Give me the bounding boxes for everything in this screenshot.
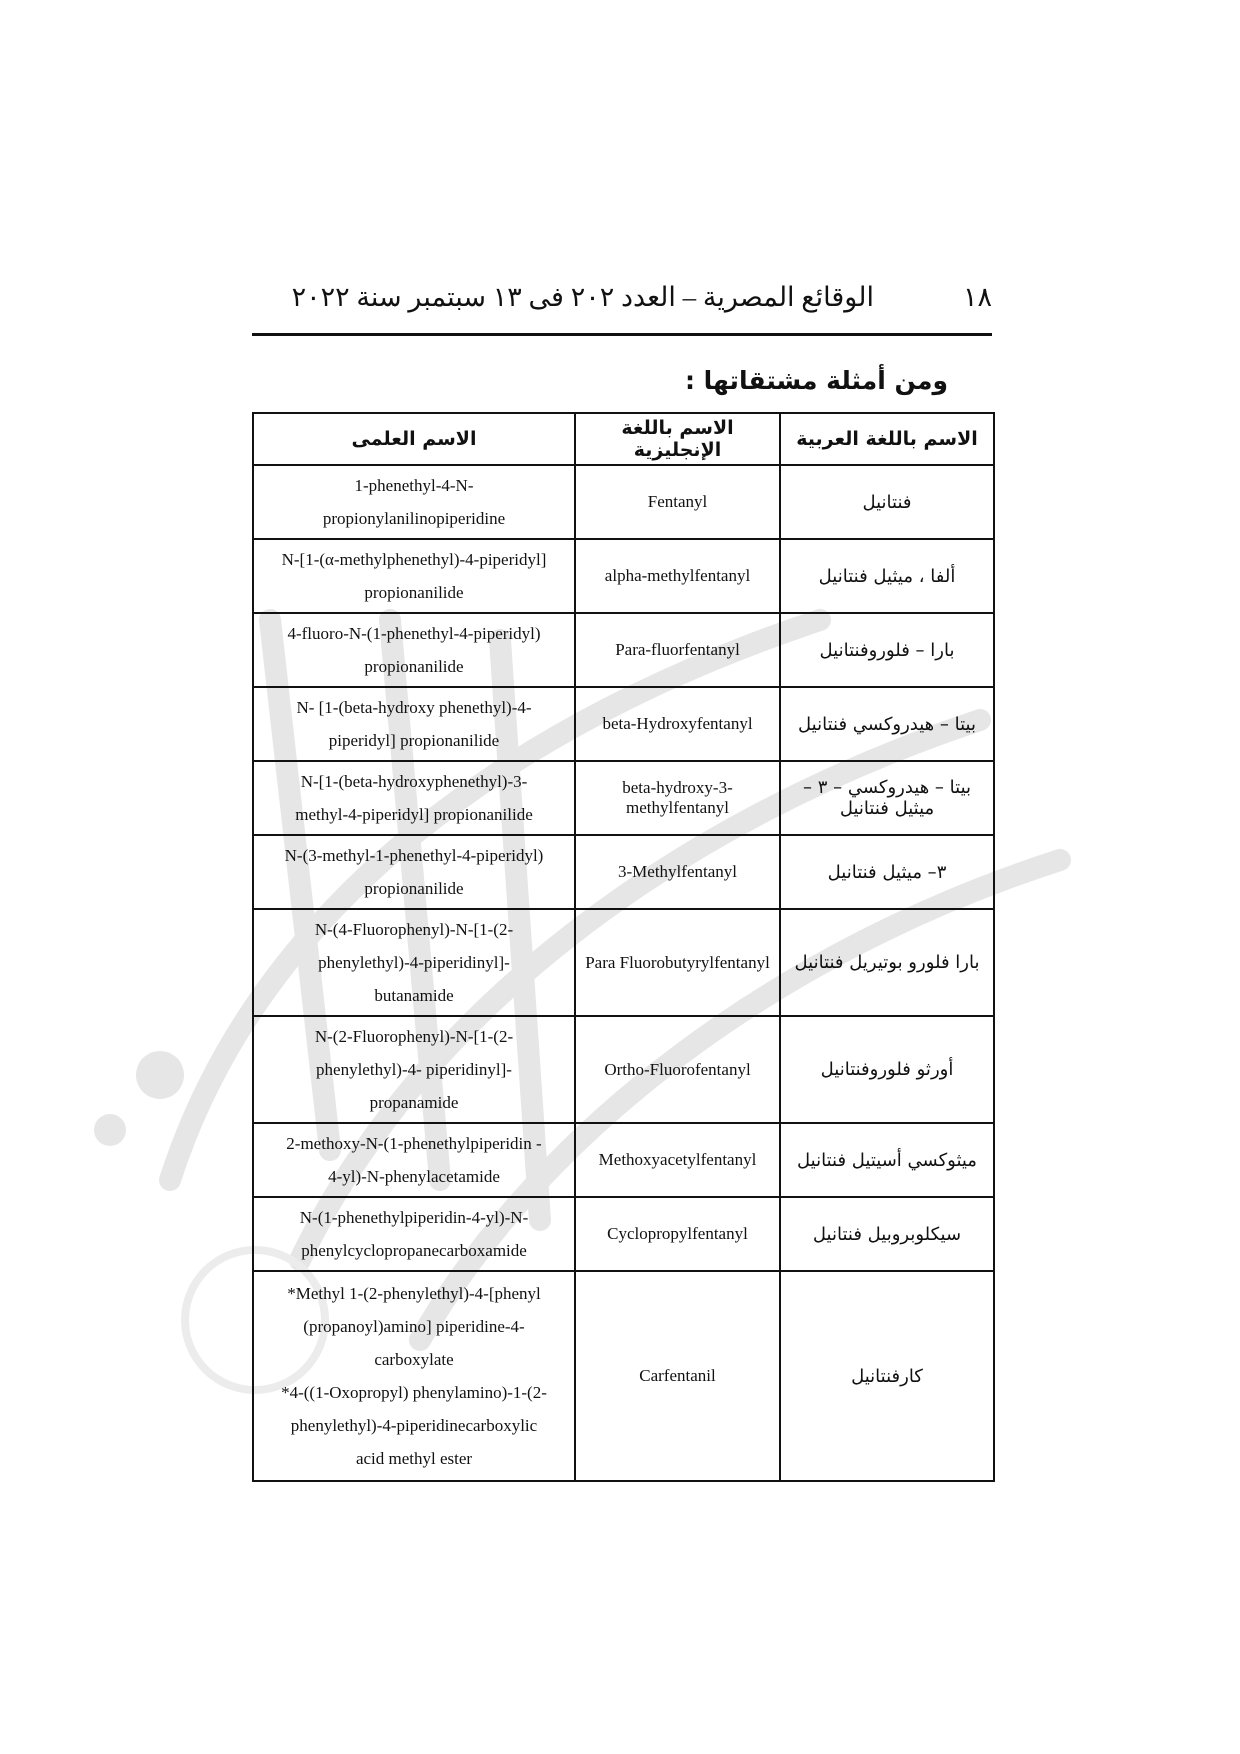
table-row (253, 613, 994, 687)
scientific-name-line: propionanilide (364, 657, 464, 676)
table-row (253, 1271, 994, 1481)
cell-arabic-name: بارا – فلوروفنتانيل (780, 613, 994, 687)
cell-scientific-name (253, 835, 575, 909)
scientific-name-line: N-[1-(beta-hydroxyphenethyl)-3- (300, 772, 528, 791)
table-row (253, 1123, 994, 1197)
cell-scientific-name (253, 1016, 575, 1123)
cell-arabic-name: كارفنتانيل (780, 1271, 994, 1481)
scientific-name-line: 4-fluoro-N-(1-phenethyl-4-piperidyl) (287, 624, 541, 643)
cell-english-name: Carfentanil (575, 1271, 780, 1481)
scientific-name-line: carboxylate (374, 1350, 454, 1369)
cell-scientific-name (253, 1197, 575, 1271)
cell-arabic-name: بيتا – هيدروكسي فنتانيل (780, 687, 994, 761)
scientific-name-line: 4-yl)-N-phenylacetamide (328, 1167, 500, 1186)
scientific-name-line: piperidyl] propionanilide (328, 731, 500, 750)
cell-english-name: 3-Methylfentanyl (575, 835, 780, 909)
scientific-name-line: N-(2-Fluorophenyl)-N-[1-(2- (314, 1027, 514, 1046)
scientific-name-line: *4-((1-Oxopropyl) phenylamino)-1-(2- (281, 1383, 547, 1402)
header-scientific-name: الاسم العلمى (253, 413, 575, 465)
table-row (253, 539, 994, 613)
header-english-name: الاسم باللغة الإنجليزية (575, 413, 780, 465)
scientific-name-line: propionanilide (364, 583, 464, 602)
scientific-name-line: acid methyl ester (355, 1449, 473, 1468)
cell-scientific-name (253, 465, 575, 539)
scientific-name-line: 2-methoxy-N-(1-phenethylpiperidin - (286, 1134, 542, 1153)
cell-arabic-name: فنتانيل (780, 465, 994, 539)
cell-english-name: Para Fluorobutyrylfentanyl (575, 909, 780, 1016)
table-row (253, 1016, 994, 1123)
scientific-name-line: N-[1-(α-methylphenethyl)-4-piperidyl] (281, 550, 547, 569)
header-arabic-name: الاسم باللغة العربية (780, 413, 994, 465)
cell-english-name: Fentanyl (575, 465, 780, 539)
cell-english-name: alpha-methylfentanyl (575, 539, 780, 613)
scientific-name-line: phenylcyclopropanecarboxamide (301, 1241, 527, 1260)
table-body (253, 465, 994, 1481)
scientific-name-line: N-(1-phenethylpiperidin-4-yl)-N- (299, 1208, 529, 1227)
gazette-title: الوقائع المصرية – العدد ٢٠٢ فى ١٣ سبتمبر سنة ٢٠٢٢ (291, 282, 874, 312)
cell-arabic-name: ٣– ميثيل فنتانيل (780, 835, 994, 909)
table-row (253, 465, 994, 539)
cell-english-name: Cyclopropylfentanyl (575, 1197, 780, 1271)
scientific-name-line: phenylethyl)-4-piperidinyl]- (318, 953, 510, 972)
page-number: ١٨ (962, 282, 992, 312)
scientific-name-line: N-(3-methyl-1-phenethyl-4-piperidyl) (284, 846, 544, 865)
scientific-name-line: N- [1-(beta-hydroxy phenethyl)-4- (296, 698, 532, 717)
page-header (252, 282, 992, 322)
cell-english-name: Methoxyacetylfentanyl (575, 1123, 780, 1197)
cell-arabic-name: سيكلوبروبيل فنتانيل (780, 1197, 994, 1271)
header-divider (252, 333, 992, 336)
scientific-name-line: 1-phenethyl-4-N- (354, 476, 474, 495)
cell-scientific-name (253, 687, 575, 761)
cell-english-name: Para-fluorfentanyl (575, 613, 780, 687)
cell-english-name: Ortho-Fluorofentanyl (575, 1016, 780, 1123)
cell-scientific-name (253, 1271, 575, 1481)
derivatives-table (252, 412, 995, 1482)
cell-scientific-name (253, 539, 575, 613)
scientific-name-line: phenylethyl)-4-piperidinecarboxylic (290, 1416, 538, 1435)
scientific-name-line: (propanoyl)amino] piperidine-4- (303, 1317, 525, 1336)
scientific-name-line: propionanilide (364, 879, 464, 898)
scientific-name-line: *Methyl 1-(2-phenylethyl)-4-[phenyl (287, 1284, 541, 1303)
scientific-name-line: phenylethyl)-4- piperidinyl]- (316, 1060, 512, 1079)
section-heading: ومن أمثلة مشتقاتها : (684, 366, 948, 395)
derivatives-table-container (252, 412, 993, 1482)
cell-arabic-name: أورثو فلوروفنتانيل (780, 1016, 994, 1123)
cell-arabic-name: بارا فلورو بوتيريل فنتانيل (780, 909, 994, 1016)
table-row (253, 687, 994, 761)
cell-scientific-name (253, 613, 575, 687)
table-row (253, 761, 994, 835)
scientific-name-line: methyl-4-piperidyl] propionanilide (295, 805, 533, 824)
cell-arabic-name: بيتا – هيدروكسي – ٣ – ميثيل فنتانيل (780, 761, 994, 835)
table-row (253, 1197, 994, 1271)
scientific-name-line: N-(4-Fluorophenyl)-N-[1-(2- (314, 920, 514, 939)
cell-scientific-name (253, 1123, 575, 1197)
cell-english-name: beta-hydroxy-3-methylfentanyl (575, 761, 780, 835)
cell-scientific-name (253, 909, 575, 1016)
cell-english-name: beta-Hydroxyfentanyl (575, 687, 780, 761)
cell-arabic-name: ألفا ، ميثيل فنتانيل (780, 539, 994, 613)
scientific-name-line: propanamide (369, 1093, 459, 1112)
scientific-name-line: butanamide (374, 986, 454, 1005)
table-row (253, 909, 994, 1016)
table-row (253, 835, 994, 909)
table-header-row (253, 413, 994, 465)
scientific-name-line: propionylanilinopiperidine (322, 509, 506, 528)
cell-arabic-name: ميثوكسي أسيتيل فنتانيل (780, 1123, 994, 1197)
cell-scientific-name (253, 761, 575, 835)
